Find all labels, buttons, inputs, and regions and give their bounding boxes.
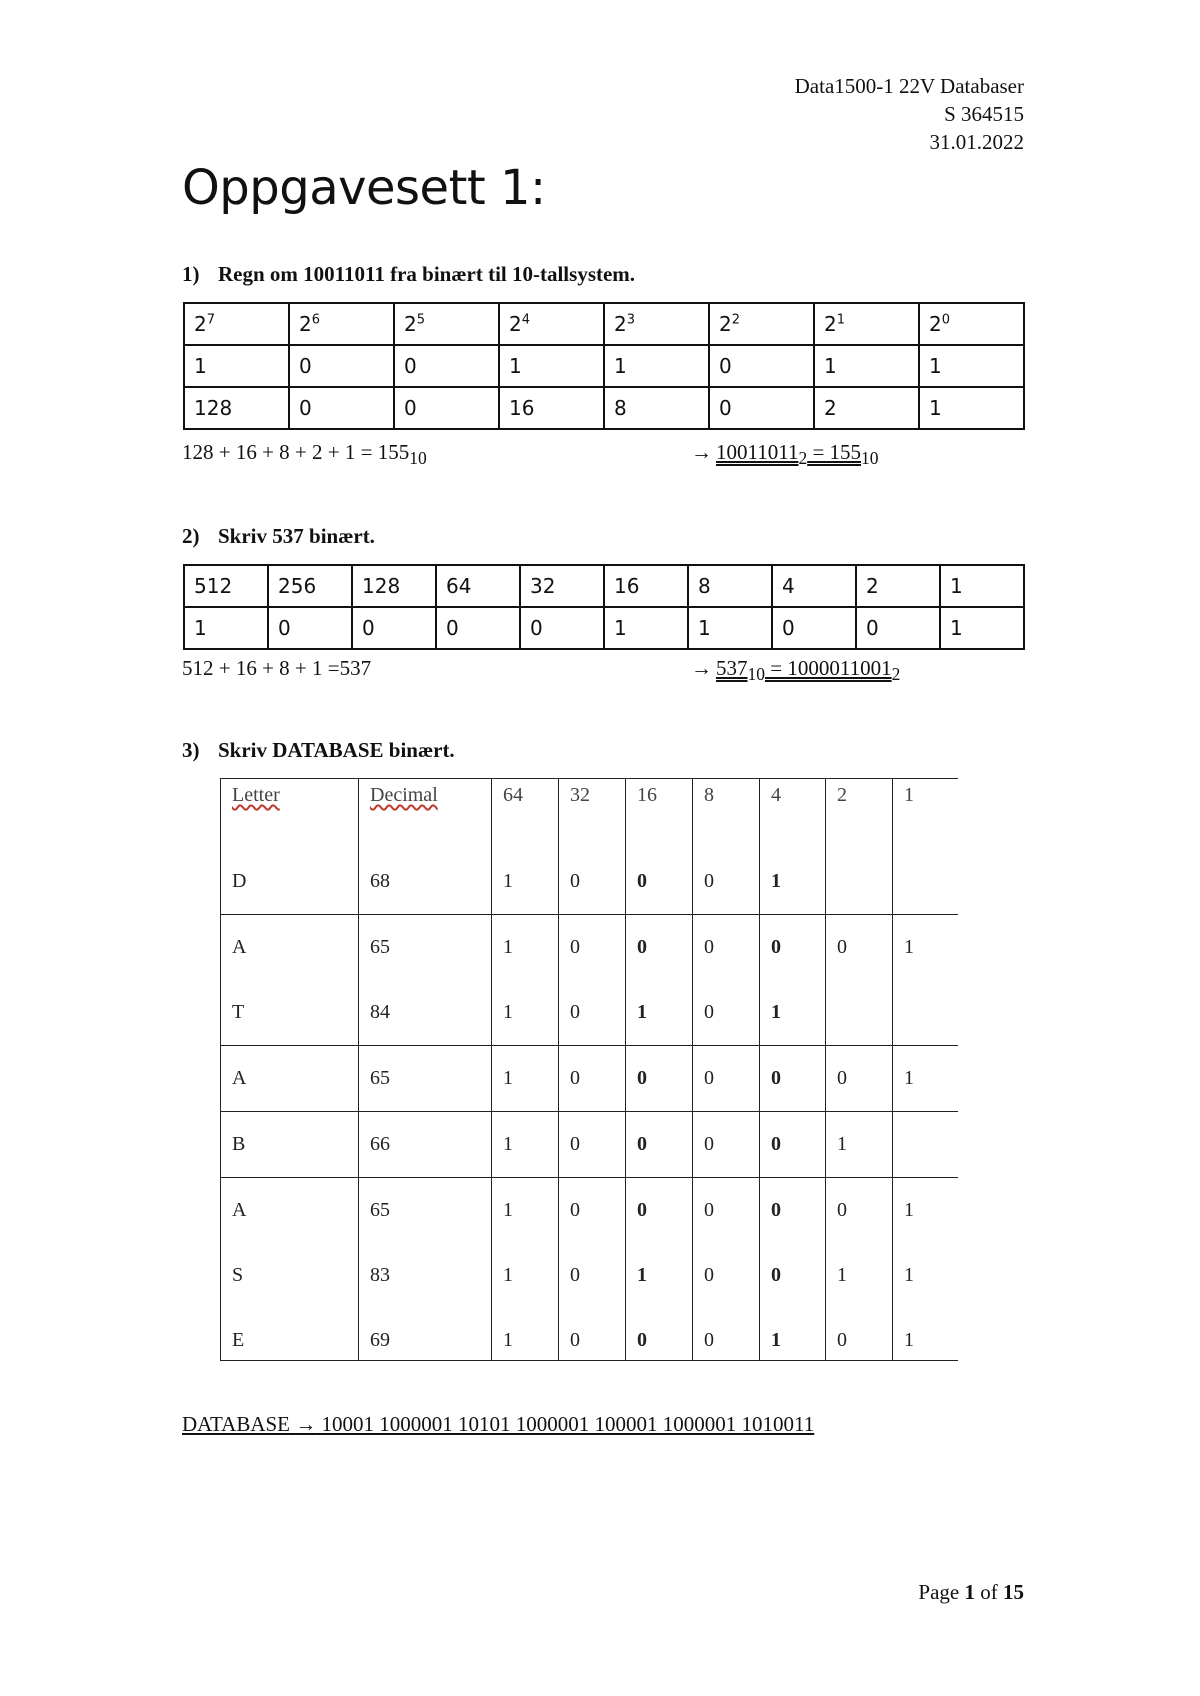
- q3-cell: 1: [760, 849, 826, 915]
- q3-number: 3): [182, 738, 200, 762]
- q1-result-binary-subscript: 2: [798, 448, 808, 469]
- q3-letter-table: [220, 778, 958, 1360]
- q1-value-cell: 0: [394, 387, 499, 429]
- q1-value-cell: 2: [814, 387, 919, 429]
- q1-result-binary: 10011011: [716, 440, 799, 464]
- q1-exponent-cell: [289, 303, 394, 345]
- q3-cell: 1: [893, 1046, 959, 1112]
- q3-cell: 1: [826, 1243, 893, 1308]
- q1-result-subscript: 10: [861, 448, 879, 469]
- q1-heading: [182, 262, 635, 287]
- q3-cell: 0: [693, 849, 760, 915]
- q3-header-cell: 8: [693, 778, 760, 849]
- q3-cell: 0: [760, 1243, 826, 1308]
- q3-cell: 1: [492, 1046, 559, 1112]
- arrow-right-icon: →: [691, 440, 712, 464]
- q2-place-cell: 64: [436, 565, 520, 607]
- q1-exponent-cell: [814, 303, 919, 345]
- q1-exponent-cell: [499, 303, 604, 345]
- q3-cell: 1: [492, 1308, 559, 1360]
- arrow-right-icon: →: [691, 656, 712, 680]
- power-base: 2: [824, 312, 837, 336]
- q1-value-cell: 128: [184, 387, 289, 429]
- q3-cell: 69: [359, 1308, 492, 1360]
- q3-cell: 1: [626, 980, 693, 1046]
- q2-place-cell: 16: [604, 565, 688, 607]
- q3-cell: 1: [826, 1112, 893, 1178]
- q3-heading: [182, 738, 455, 763]
- q3-cell: 1: [893, 915, 959, 981]
- q3-header-cell: 64: [492, 778, 559, 849]
- q3-letter-row: [221, 915, 959, 981]
- power-exponent: 7: [206, 312, 216, 328]
- q2-place-cell: 1: [940, 565, 1024, 607]
- q3-cell: 0: [626, 915, 693, 981]
- q3-cell: 0: [826, 1046, 893, 1112]
- q3-cell: 0: [760, 1178, 826, 1244]
- table-border-top: [220, 778, 958, 779]
- q3-cell: 0: [693, 1178, 760, 1244]
- q2-bit-cell: 0: [268, 607, 352, 649]
- q3-letter-row: [221, 980, 959, 1046]
- arrow-right-icon: →: [295, 1412, 317, 1436]
- q3-cell: E: [221, 1308, 359, 1360]
- course-name: Data1500-1 22V Databaser: [794, 74, 1024, 98]
- q3-cell: 1: [492, 1112, 559, 1178]
- q1-bit-cell: 0: [709, 345, 814, 387]
- q1-bit-cell: 1: [184, 345, 289, 387]
- q2-bit-row: [184, 607, 1024, 649]
- q1-table: [183, 302, 1025, 430]
- q3-letter-table-image: [220, 778, 958, 1360]
- page-label: Page: [918, 1580, 960, 1604]
- q2-result-decimal-subscript: 10: [747, 664, 765, 685]
- q2-text: Skriv 537 binært.: [218, 524, 375, 548]
- q3-cell: 1: [492, 915, 559, 981]
- q3-cell: [893, 980, 959, 1046]
- q2-bit-cell: 1: [940, 607, 1024, 649]
- q3-header-cell: Letter: [221, 778, 359, 849]
- power-exponent: 5: [416, 312, 426, 328]
- q2-bit-cell: 0: [856, 607, 940, 649]
- q3-cell: 0: [559, 1178, 626, 1244]
- table-border-bottom: [220, 1360, 958, 1361]
- power-base: 2: [404, 312, 417, 336]
- q3-header-cell: 1: [893, 778, 959, 849]
- q2-bit-cell: 0: [436, 607, 520, 649]
- q3-cell: A: [221, 915, 359, 981]
- q2-result-decimal: 537: [716, 656, 748, 680]
- q3-letter-row: [221, 1308, 959, 1360]
- q2-place-cell: 2: [856, 565, 940, 607]
- power-exponent: 3: [626, 312, 636, 328]
- q1-sum-subscript: 10: [409, 448, 427, 469]
- q3-cell: 1: [760, 980, 826, 1046]
- q1-bit-cell: 1: [919, 345, 1024, 387]
- q3-text: Skriv DATABASE binært.: [218, 738, 455, 762]
- q3-cell: 0: [559, 849, 626, 915]
- power-exponent: 0: [941, 312, 951, 328]
- student-id: S 364515: [944, 102, 1024, 126]
- q3-header-cell: 16: [626, 778, 693, 849]
- page-number: 1: [964, 1580, 975, 1604]
- q1-value-cell: 0: [709, 387, 814, 429]
- q3-cell: 0: [559, 915, 626, 981]
- q3-cell: 1: [492, 980, 559, 1046]
- q3-header-cell: 4: [760, 778, 826, 849]
- q1-exponent-cell: [919, 303, 1024, 345]
- q3-cell: 0: [826, 1178, 893, 1244]
- q3-final-value: 10001 1000001 10101 1000001 100001 1000001 1010011: [321, 1412, 815, 1436]
- q3-cell: 83: [359, 1243, 492, 1308]
- q3-header-row: [221, 778, 959, 849]
- q2-bit-cell: 1: [604, 607, 688, 649]
- q3-cell: 65: [359, 1046, 492, 1112]
- q2-table: [183, 564, 1025, 650]
- power-base: 2: [929, 312, 942, 336]
- power-base: 2: [194, 312, 207, 336]
- power-base: 2: [614, 312, 627, 336]
- q3-cell: 0: [626, 1046, 693, 1112]
- q3-cell: 66: [359, 1112, 492, 1178]
- document-header: [795, 72, 1024, 156]
- q1-number: 1): [182, 262, 200, 286]
- q3-cell: 0: [626, 1178, 693, 1244]
- q1-bit-cell: 1: [499, 345, 604, 387]
- q3-cell: 0: [559, 1243, 626, 1308]
- power-base: 2: [719, 312, 732, 336]
- q2-bit-cell: 1: [184, 607, 268, 649]
- q3-cell: 0: [693, 1308, 760, 1360]
- q3-cell: 0: [559, 1308, 626, 1360]
- q3-cell: 0: [559, 1046, 626, 1112]
- page-title: Oppgavesett 1:: [182, 160, 546, 216]
- q3-cell: 0: [826, 1308, 893, 1360]
- q3-cell: A: [221, 1046, 359, 1112]
- q1-exponent-cell: [184, 303, 289, 345]
- q3-cell: 65: [359, 915, 492, 981]
- q2-result-subscript: 2: [891, 664, 901, 685]
- q3-cell: 0: [760, 915, 826, 981]
- q2-place-cell: 256: [268, 565, 352, 607]
- q1-exponent-cell: [709, 303, 814, 345]
- q1-bit-cell: 1: [814, 345, 919, 387]
- q2-place-cell: 4: [772, 565, 856, 607]
- q3-cell: [893, 849, 959, 915]
- q3-cell: 1: [492, 1178, 559, 1244]
- q3-cell: 1: [492, 849, 559, 915]
- q3-cell: A: [221, 1178, 359, 1244]
- q2-place-cell: 128: [352, 565, 436, 607]
- q3-cell: [893, 1112, 959, 1178]
- q1-sum-text: 128 + 16 + 8 + 2 + 1 = 155: [182, 440, 410, 464]
- q2-place-row: [184, 565, 1024, 607]
- q2-bit-cell: 0: [520, 607, 604, 649]
- q3-cell: 0: [693, 1112, 760, 1178]
- document-date: 31.01.2022: [929, 130, 1024, 154]
- q1-result-equals: = 155: [807, 440, 862, 464]
- q3-cell: 65: [359, 1178, 492, 1244]
- q1-bit-cell: 0: [289, 345, 394, 387]
- q3-final-answer: [182, 1412, 814, 1437]
- q2-place-cell: 8: [688, 565, 772, 607]
- power-exponent: 4: [521, 312, 531, 328]
- q3-cell: 84: [359, 980, 492, 1046]
- page-total: 15: [1003, 1580, 1024, 1604]
- q3-cell: 1: [760, 1308, 826, 1360]
- q3-letter-row: [221, 1046, 959, 1112]
- q3-cell: 0: [559, 1112, 626, 1178]
- q3-cell: 0: [626, 849, 693, 915]
- q3-letter-row: [221, 849, 959, 915]
- q1-sum: [182, 440, 427, 469]
- q3-cell: 1: [893, 1243, 959, 1308]
- q1-value-cell: 1: [919, 387, 1024, 429]
- q3-cell: B: [221, 1112, 359, 1178]
- power-exponent: 1: [836, 312, 846, 328]
- power-exponent: 6: [311, 312, 321, 328]
- q1-result: [691, 440, 879, 469]
- q2-result-equals: = 1000011001: [765, 656, 892, 680]
- q1-text: Regn om 10011011 fra binært til 10-tallsystem.: [218, 262, 636, 286]
- q3-cell: 68: [359, 849, 492, 915]
- q3-cell: 0: [626, 1112, 693, 1178]
- q3-header-cell: Decimal: [359, 778, 492, 849]
- q3-cell: 0: [626, 1308, 693, 1360]
- q2-place-cell: 32: [520, 565, 604, 607]
- of-label: of: [980, 1580, 998, 1604]
- q3-header-cell: 2: [826, 778, 893, 849]
- q3-cell: 1: [893, 1308, 959, 1360]
- q3-cell: 1: [626, 1243, 693, 1308]
- q3-cell: 1: [893, 1178, 959, 1244]
- power-base: 2: [509, 312, 522, 336]
- q1-bit-cell: 0: [394, 345, 499, 387]
- q3-cell: 0: [760, 1112, 826, 1178]
- q3-cell: [826, 849, 893, 915]
- q2-place-cell: 512: [184, 565, 268, 607]
- q3-header-cell: 32: [559, 778, 626, 849]
- q3-cell: [826, 980, 893, 1046]
- q1-value-row: [184, 387, 1024, 429]
- q3-cell: 0: [693, 980, 760, 1046]
- q3-cell: 0: [826, 915, 893, 981]
- q1-exponent-row: [184, 303, 1024, 345]
- q2-bit-cell: 1: [688, 607, 772, 649]
- q2-heading: [182, 524, 375, 549]
- q2-bit-cell: 0: [352, 607, 436, 649]
- q1-exponent-cell: [394, 303, 499, 345]
- q2-result: [691, 656, 900, 685]
- q2-sum: 512 + 16 + 8 + 1 =537: [182, 656, 372, 680]
- q3-letter-row: [221, 1112, 959, 1178]
- q3-cell: 0: [693, 1243, 760, 1308]
- q2-bit-cell: 0: [772, 607, 856, 649]
- power-exponent: 2: [731, 312, 741, 328]
- q1-value-cell: 16: [499, 387, 604, 429]
- q3-letter-row: [221, 1243, 959, 1308]
- q2-number: 2): [182, 524, 200, 548]
- page-footer: [918, 1580, 1024, 1605]
- q3-cell: 0: [559, 980, 626, 1046]
- q3-cell: S: [221, 1243, 359, 1308]
- q3-cell: T: [221, 980, 359, 1046]
- q3-cell: 1: [492, 1243, 559, 1308]
- q3-cell: 0: [693, 1046, 760, 1112]
- q3-final-label: DATABASE: [182, 1412, 290, 1436]
- q1-value-cell: 0: [289, 387, 394, 429]
- q1-exponent-cell: [604, 303, 709, 345]
- q3-letter-row: [221, 1178, 959, 1244]
- q3-cell: D: [221, 849, 359, 915]
- q3-cell: 0: [693, 915, 760, 981]
- q1-value-cell: 8: [604, 387, 709, 429]
- q3-cell: 0: [760, 1046, 826, 1112]
- q1-bit-cell: 1: [604, 345, 709, 387]
- q1-bit-row: [184, 345, 1024, 387]
- power-base: 2: [299, 312, 312, 336]
